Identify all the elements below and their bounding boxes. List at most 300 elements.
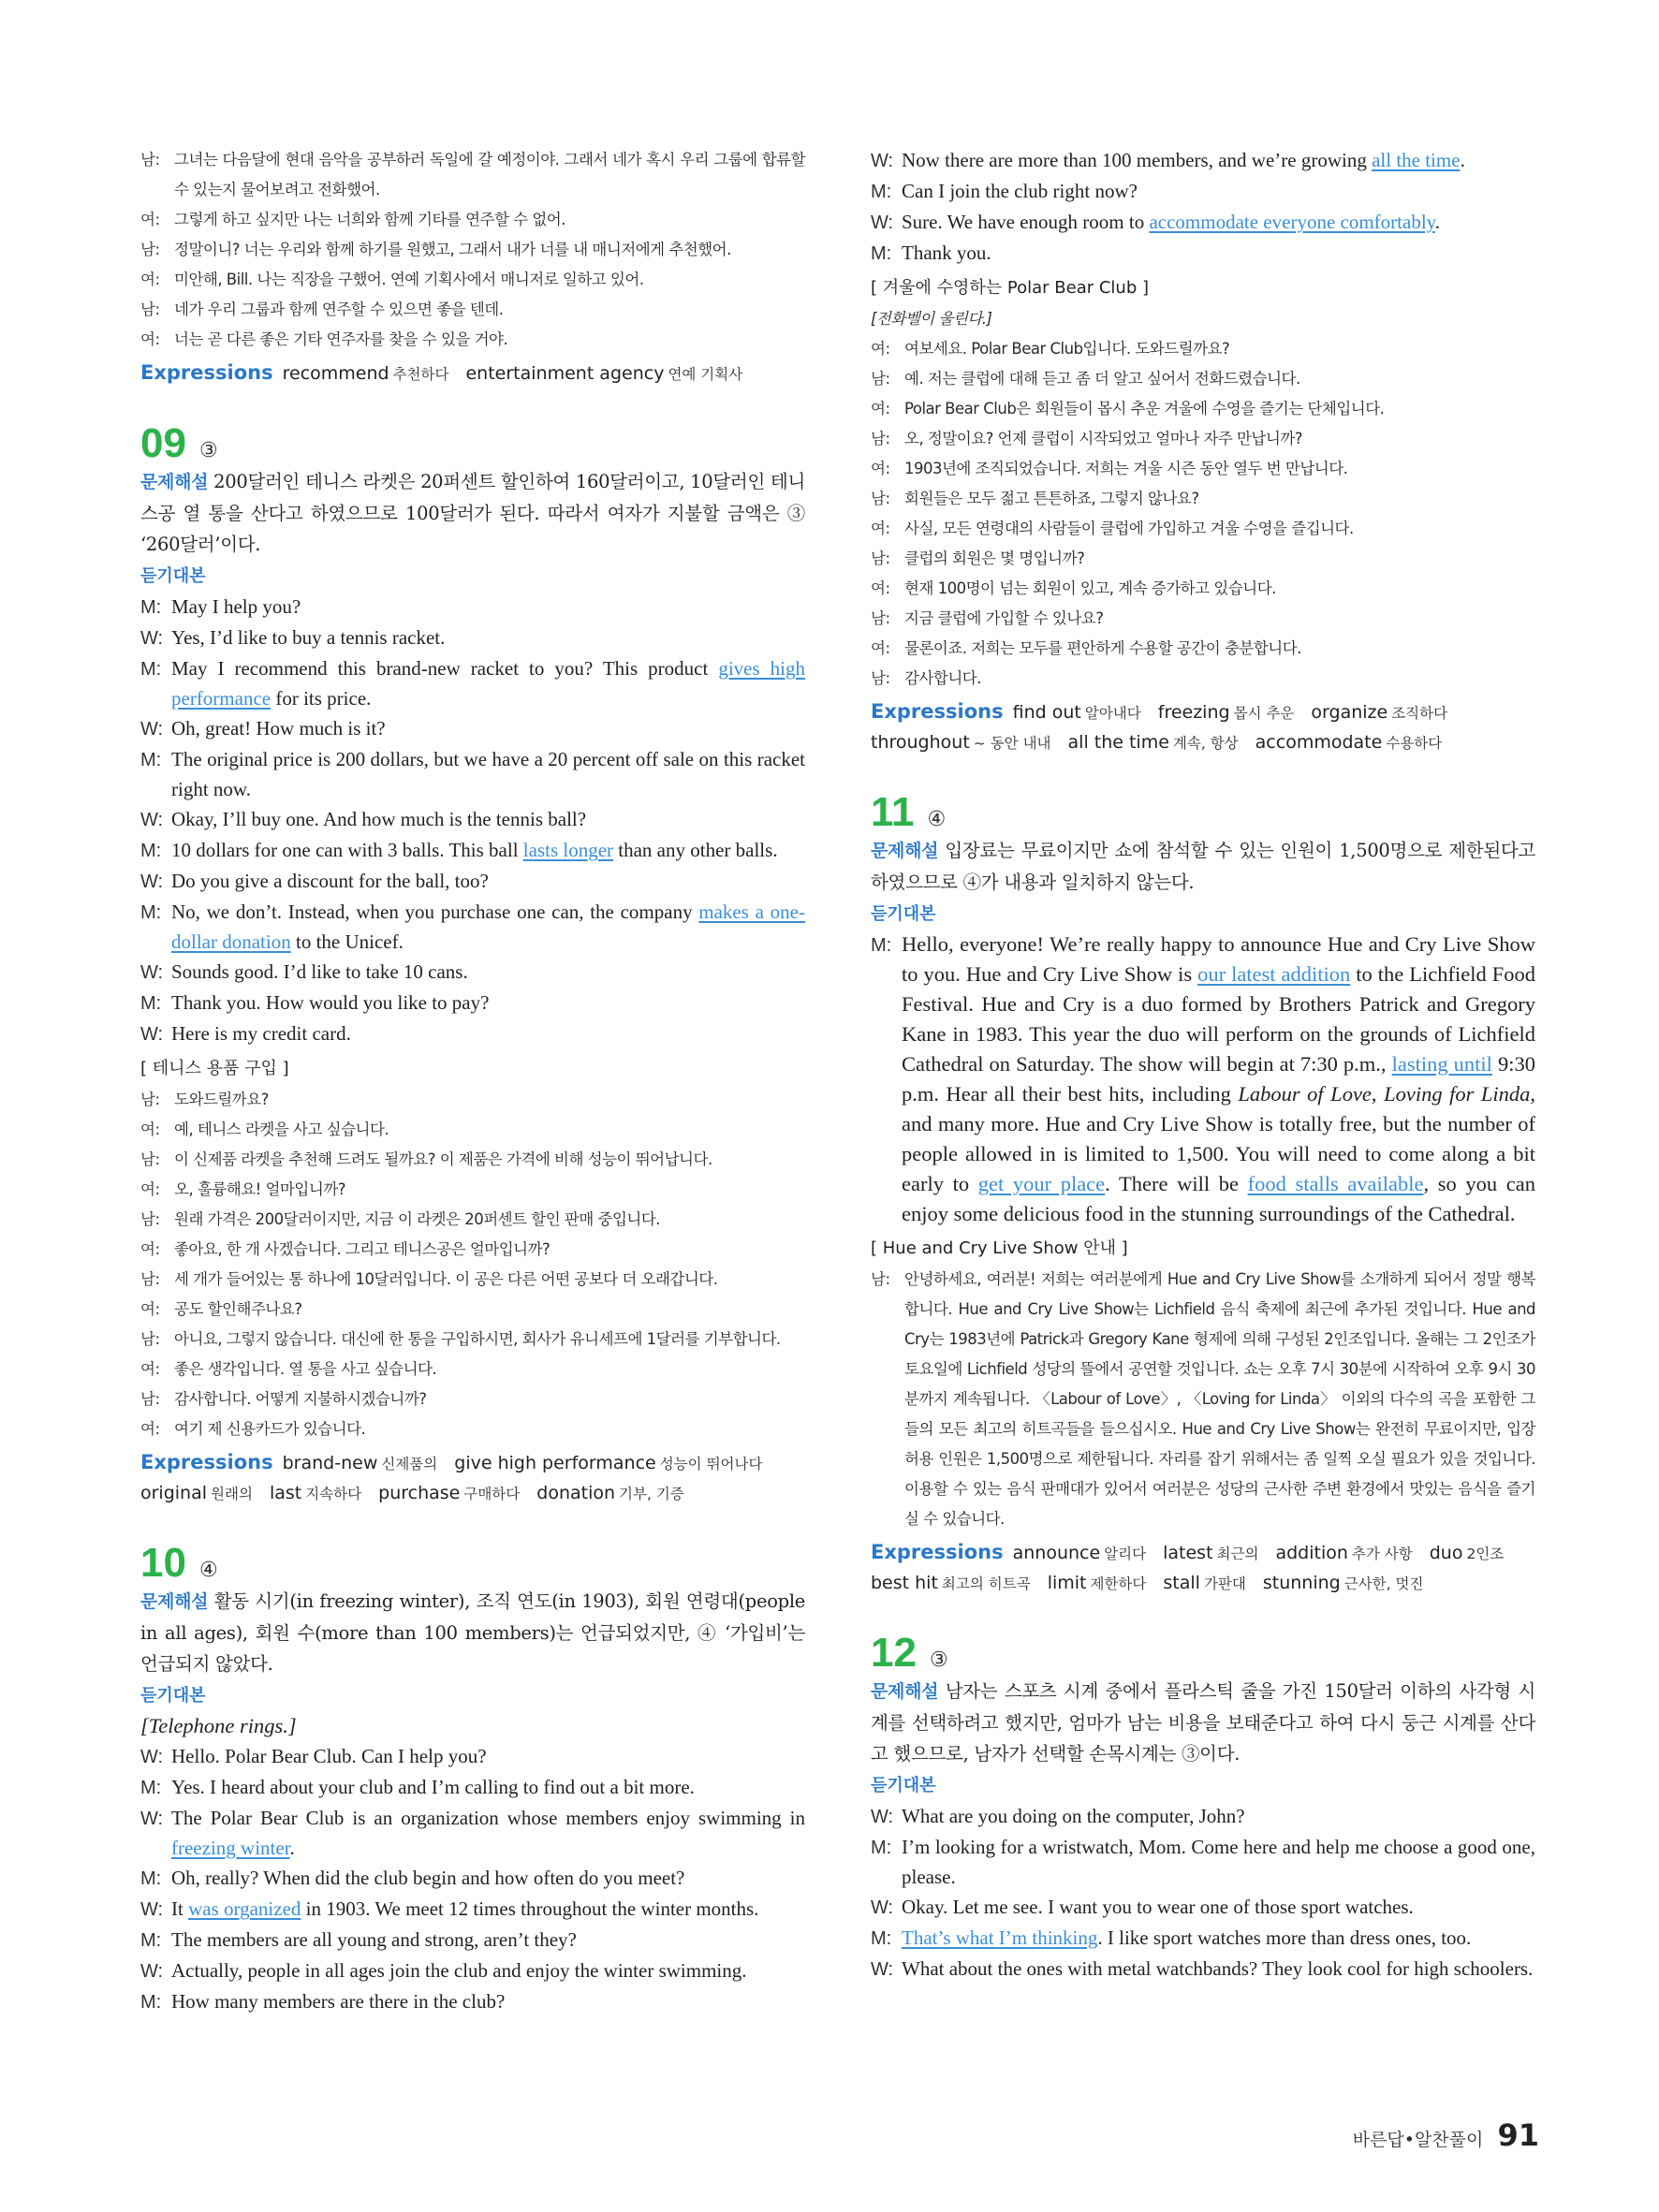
line-text: 그렇게 하고 싶지만 나는 너희와 함께 기타를 연주할 수 없어. <box>174 211 565 228</box>
highlighted-phrase: lasting until <box>1391 1052 1492 1076</box>
script-line <box>140 744 805 804</box>
speaker: W: <box>140 1809 164 1829</box>
expression-meaning: 추가 사항 <box>1351 1545 1413 1562</box>
left-column <box>140 145 805 2017</box>
text-segment: to the Unicef. <box>290 930 404 953</box>
speaker: W: <box>140 628 164 649</box>
q09-translation-title: [ 테니스 용품 구입 ] <box>140 1059 289 1078</box>
line-text: 좋아요, 한 개 사겠습니다. 그리고 테니스공은 얼마입니까? <box>174 1240 551 1258</box>
translation-line <box>140 1355 805 1384</box>
speaker: 남: <box>140 1330 160 1348</box>
text-segment: , and many more. Hue and Cry Live Show is totally free, but the number of people allowed in is limited to 1,500. You will need to come along a bit early to <box>902 1082 1535 1195</box>
speaker: M: <box>871 182 892 202</box>
q11-script-text <box>902 930 1535 1229</box>
text-segment: Now there are more than 100 members, and we’re growing <box>902 149 1373 171</box>
q09-header <box>140 421 805 466</box>
q09-answer: ③ <box>198 439 218 462</box>
speaker: 남: <box>140 241 160 258</box>
q10-script-label: 듣기대본 <box>140 1686 206 1706</box>
translation-line <box>871 364 1535 394</box>
line-text: 좋은 생각입니다. 열 통을 사고 싶습니다. <box>174 1360 437 1378</box>
script-line <box>140 1894 805 1925</box>
speaker: M: <box>871 243 892 264</box>
speaker: M: <box>140 1778 162 1798</box>
text-segment: Hello, everyone! We’re really happy to announce Hue and Cry Live Show to you. Hue and Cry Live Show is <box>902 932 1535 986</box>
speaker: W: <box>871 212 894 233</box>
translation-line <box>140 1295 805 1325</box>
speaker: 여: <box>871 460 890 477</box>
speaker: 여: <box>871 639 890 657</box>
speaker: 남: <box>871 490 890 507</box>
translation-line <box>140 1325 805 1355</box>
translation-line <box>140 325 805 355</box>
script-line <box>140 653 805 713</box>
line-text: May I help you? <box>171 595 301 618</box>
expressions-label: Expressions <box>871 700 1004 723</box>
expression-meaning: 몹시 추운 <box>1233 705 1295 722</box>
expressions-label: Expressions <box>140 361 273 384</box>
text-segment: May I recommend this brand-new racket to you? This product <box>171 657 719 680</box>
line-text: 감사합니다. <box>904 669 981 687</box>
speaker: W: <box>871 1807 894 1827</box>
line-text: Oh, great! How much is it? <box>171 717 386 740</box>
line-text: 사실, 모든 연령대의 사람들이 클럽에 가입하고 겨울 수영을 즐깁니다. <box>904 520 1354 537</box>
text-segment: . I like sport watches more than dress ones, too. <box>1097 1926 1472 1949</box>
expression-meaning: 조직하다 <box>1391 705 1448 722</box>
line-text: Yes, I’d like to buy a tennis racket. <box>171 626 446 649</box>
script-line <box>140 866 805 897</box>
line-text: 예, 테니스 라켓을 사고 싶습니다. <box>174 1121 389 1138</box>
script-line <box>871 207 1535 238</box>
q12-script <box>871 1801 1535 1985</box>
q10-expressions <box>871 697 1535 758</box>
expression-meaning: 원래의 <box>211 1486 253 1502</box>
expression-word: limit <box>1047 1573 1087 1593</box>
translation-line <box>140 265 805 295</box>
q09-number: 09 <box>140 420 186 466</box>
speaker: W: <box>140 1024 164 1045</box>
line-text: 원래 가격은 200달러이지만, 지금 이 라켓은 20퍼센트 할인 판매 중입니다. <box>174 1210 661 1228</box>
expression-meaning: 근사한, 멋진 <box>1343 1575 1424 1592</box>
speaker: W: <box>140 962 164 983</box>
speaker: 여: <box>871 340 890 358</box>
speaker: 여: <box>871 400 890 417</box>
translation-line <box>140 295 805 325</box>
expression-word: entertainment agency <box>465 363 665 384</box>
expression-word: all the time <box>1067 732 1169 753</box>
q09-script-label: 듣기대본 <box>140 566 206 586</box>
line-text: I’m looking for a wristwatch, Mom. Come here and help me choose a good one, please. <box>902 1836 1535 1888</box>
expression-word: throughout <box>871 732 970 753</box>
line-text <box>902 145 1535 175</box>
line-text <box>902 207 1535 237</box>
translation-line <box>871 604 1535 634</box>
line-text: 감사합니다. 어떻게 지불하시겠습니까? <box>174 1390 427 1408</box>
text-segment: . There will be <box>1105 1172 1248 1195</box>
speaker: 여: <box>140 1360 160 1378</box>
speaker: W: <box>140 719 164 740</box>
speaker: 여: <box>140 1300 160 1318</box>
q10-stage-direction: [Telephone rings.] <box>140 1714 297 1737</box>
script-line <box>140 835 805 866</box>
text-segment: to the Lichfield Food Festival. Hue and Cry is a duo formed by Brothers Patrick and Gregory Kane in 1983. This year the duo will perform on the grounds of Lichfield Cathedral on Saturday. The show will begin at 7:30 p.m., <box>902 962 1535 1076</box>
text-segment: . <box>1460 149 1465 171</box>
speaker: W: <box>871 151 894 171</box>
speaker: W: <box>871 1959 894 1980</box>
expression-meaning: 2인조 <box>1466 1545 1505 1562</box>
highlighted-phrase: lasts longer <box>522 839 614 861</box>
expression-word: give high performance <box>454 1453 656 1473</box>
speaker: W: <box>871 1897 894 1918</box>
page-footer <box>1353 2117 1539 2153</box>
line-text <box>171 835 805 865</box>
translation-line <box>871 634 1535 664</box>
highlighted-phrase: That’s what I’m thinking <box>902 1926 1098 1949</box>
expression-meaning: 구매하다 <box>463 1486 521 1502</box>
expression-meaning: 알리다 <box>1104 1545 1147 1562</box>
line-text: 현재 100명이 넘는 회원이 있고, 계속 증가하고 있습니다. <box>904 579 1276 597</box>
speaker: W: <box>140 810 164 830</box>
highlighted-phrase: all the time <box>1372 149 1461 171</box>
script-line <box>140 1803 805 1863</box>
line-text: The original price is 200 dollars, but we have a 20 percent off sale on this racket right now. <box>171 748 805 800</box>
translation-line <box>140 205 805 235</box>
text-segment: Sure. We have enough room to <box>902 211 1150 233</box>
q10-explanation-text: 활동 시기(in freezing winter), 조직 연도(in 1903), 회원 연령대(people in all ages), 회원 수(more than 100 members)는 언급되었지만, ④ ‘가입비’는 언급되지 않았다. <box>140 1590 805 1675</box>
q12-header <box>871 1631 1535 1676</box>
script-line <box>140 1925 805 1956</box>
expression-meaning: 최근의 <box>1216 1545 1259 1562</box>
expression-meaning: 성능이 뛰어나다 <box>659 1456 763 1472</box>
expressions-label: Expressions <box>140 1451 273 1473</box>
text-segment: for its price. <box>271 687 372 710</box>
line-text: Can I join the club right now? <box>902 180 1138 202</box>
right-column <box>871 145 1535 1985</box>
speaker: M: <box>140 1930 162 1951</box>
speaker: W: <box>140 872 164 892</box>
highlighted-phrase: was organized <box>188 1897 301 1920</box>
translation-line <box>140 1205 805 1235</box>
line-text: Thank you. <box>902 242 991 264</box>
expression-word: announce <box>1012 1543 1101 1563</box>
script-line <box>140 1741 805 1772</box>
translation-line <box>871 454 1535 484</box>
text-segment: in 1903. We meet 12 times throughout the winter months. <box>301 1897 759 1920</box>
line-text: 미안해, Bill. 나는 직장을 구했어. 연예 기획사에서 매니저로 일하고 있어. <box>174 271 644 288</box>
q12-number: 12 <box>871 1630 917 1676</box>
line-text: Polar Bear Club은 회원들이 몹시 추운 겨울에 수영을 즐기는 단체입니다. <box>904 400 1385 417</box>
text-segment: No, we don’t. Instead, when you purchase one can, the company <box>171 901 699 923</box>
q08-translation <box>140 145 805 355</box>
line-text <box>171 1803 805 1863</box>
q11-explanation-text: 입장료는 무료이지만 쇼에 참석할 수 있는 인원이 1,500명으로 제한된다고 하였으므로 ④가 내용과 일치하지 않는다. <box>871 840 1535 893</box>
speaker: 여: <box>871 579 890 597</box>
translation-line <box>871 664 1535 694</box>
speaker: 남: <box>140 1150 160 1168</box>
line-text: What are you doing on the computer, John? <box>902 1805 1245 1827</box>
expression-meaning: 제한하다 <box>1090 1575 1147 1592</box>
expression-word: freezing <box>1157 702 1230 723</box>
line-text: 여보세요. Polar Bear Club입니다. 도와드릴까요? <box>904 340 1230 358</box>
expression-word: duo <box>1429 1543 1463 1563</box>
q10-translation-stage: [전화벨이 울린다.] <box>871 310 992 328</box>
line-text: Actually, people in all ages join the club and enjoy the winter swimming. <box>171 1959 747 1982</box>
translation-line <box>871 514 1535 544</box>
q12-explanation <box>871 1676 1535 1769</box>
expression-meaning: ~ 동안 내내 <box>973 735 1051 752</box>
line-text: 이 신제품 라켓을 추천해 드려도 될까요? 이 제품은 가격에 비해 성능이 뛰어납니다. <box>174 1150 712 1168</box>
expressions-label: Expressions <box>871 1541 1004 1563</box>
expression-word: addition <box>1275 1543 1348 1563</box>
line-text: 아니요, 그렇지 않습니다. 대신에 한 통을 구입하시면, 회사가 유니세프에 1달러를 기부합니다. <box>174 1330 781 1348</box>
q11-translation-text: 안녕하세요, 여러분! 저희는 여러분에게 Hue and Cry Live Show를 소개하게 되어서 정말 행복합니다. Hue and Cry Live Show는 Lichfield 음식 축제에 최근에 추가된 것입니다. Hue and Cry는 1983년에 Patrick과 Gregory Kane 형제에 의해 구성된 2인조입니다. 올해는 그 2인조가 토요일에 Lichfield 성당의 뜰에서 공연할 것입니다. 쇼는 오후 7시 30분에 시작하여 오후 9시 30분까지 계속됩니다. 〈Labour of Love〉, 〈Loving for Linda〉 이외의 다수의 곡을 포함한 그들의 모든 최고의 히트곡들을 들으십시오. Hue and Cry Live Show는 완전히 무료이지만, 입장 허용 인원은 1,500명으로 제한됩니다. 자리를 잡기 위해서는 좀 일찍 오실 필요가 있을 것입니다. 이용할 수 있는 음식 판매대가 있어서 여러분은 성당의 근사한 주변 환경에서 맛있는 음식을 즐기실 수 있습니다. <box>904 1270 1535 1528</box>
translation-line <box>871 574 1535 604</box>
expression-word: accommodate <box>1255 732 1383 753</box>
line-text: 회원들은 모두 젊고 튼튼하죠, 그렇지 않나요? <box>904 490 1199 507</box>
q11-script-label: 듣기대본 <box>871 904 936 924</box>
script-line <box>871 1832 1535 1892</box>
q09-script <box>140 592 805 1049</box>
highlighted-phrase: makes a one-dollar donation <box>171 901 805 953</box>
expression-meaning: 기부, 기증 <box>619 1486 684 1502</box>
expression-meaning: 알아내다 <box>1084 705 1141 722</box>
q11-expressions <box>871 1538 1535 1599</box>
speaker: M: <box>140 993 162 1014</box>
expression-meaning: 지속하다 <box>305 1486 362 1502</box>
q10-translation <box>871 334 1535 694</box>
speaker: W: <box>140 1899 164 1920</box>
highlighted-phrase: accommodate everyone comfortably <box>1149 211 1435 233</box>
translation-line <box>140 1414 805 1444</box>
line-text: 정말이니? 너는 우리와 함께 하기를 원했고, 그래서 내가 너를 내 매니저에게 추천했어. <box>174 241 731 258</box>
script-line <box>140 1772 805 1803</box>
speaker: 남: <box>140 151 160 168</box>
expression-word: best hit <box>871 1573 938 1593</box>
q11-script <box>871 930 1535 1229</box>
speaker: 여: <box>140 1420 160 1438</box>
speaker: 남: <box>871 549 890 567</box>
line-text <box>171 653 805 713</box>
line-text: 공도 할인해주나요? <box>174 1300 302 1318</box>
text-segment: than any other balls. <box>613 839 778 861</box>
song-title: Labour of Love <box>1238 1082 1372 1106</box>
expression-word: find out <box>1012 702 1081 723</box>
q12-explanation-label: 문제해설 <box>871 1681 939 1702</box>
translation-line <box>140 1265 805 1295</box>
script-line <box>140 957 805 988</box>
line-text: 물론이죠. 저희는 모두를 편안하게 수용할 공간이 충분합니다. <box>904 639 1301 657</box>
q12-answer: ③ <box>929 1648 948 1672</box>
q11-header <box>871 790 1535 835</box>
speaker: 남: <box>871 609 890 627</box>
text-segment: . <box>289 1837 295 1859</box>
line-text: Sounds good. I’d like to take 10 cans. <box>171 960 468 983</box>
q11-translation-title: [ Hue and Cry Live Show 안내 ] <box>871 1238 1128 1258</box>
page-number: 91 <box>1497 2117 1539 2153</box>
line-text: Oh, really? When did the club begin and how often do you meet? <box>171 1867 685 1889</box>
speaker: M: <box>140 841 162 861</box>
line-text: Yes. I heard about your club and I’m calling to find out a bit more. <box>171 1776 695 1798</box>
script-line <box>871 176 1535 207</box>
line-text: 예. 저는 클럽에 대해 듣고 좀 더 알고 싶어서 전화드렸습니다. <box>904 370 1300 388</box>
line-text: 여기 제 신용카드가 있습니다. <box>174 1420 366 1438</box>
speaker: 남: <box>140 1270 160 1288</box>
speaker: M: <box>871 1838 892 1858</box>
script-line <box>140 713 805 744</box>
line-text: Hello. Polar Bear Club. Can I help you? <box>171 1745 487 1767</box>
expression-word: purchase <box>378 1483 461 1503</box>
speaker: 여: <box>140 1180 160 1198</box>
script-line <box>140 592 805 623</box>
q11-explanation <box>871 835 1535 898</box>
line-text: Here is my credit card. <box>171 1022 351 1045</box>
q09-explanation-label: 문제해설 <box>140 472 209 492</box>
q10-answer: ④ <box>198 1559 218 1582</box>
translation-line <box>140 1145 805 1175</box>
text-segment: 10 dollars for one can with 3 balls. This ball <box>171 839 523 861</box>
line-text: 네가 우리 그룹과 함께 연주할 수 있으면 좋을 텐데. <box>174 300 504 318</box>
script-line <box>140 1018 805 1049</box>
translation-line <box>871 424 1535 454</box>
speaker: 남: <box>140 300 160 318</box>
q09-explanation-text: 200달러인 테니스 라켓은 20퍼센트 할인하여 160달러이고, 10달러인 테니스공 열 통을 산다고 하였으므로 100달러가 된다. 따라서 여자가 지불할 금액은 ③ ‘260달러’이다. <box>140 471 805 555</box>
translation-line <box>140 1115 805 1145</box>
q12-explanation-text: 남자는 스포츠 시계 중에서 플라스틱 줄을 가진 150달러 이하의 사각형 시계를 선택하려고 했지만, 엄마가 남는 비용을 보태준다고 하여 다시 둥근 시계를 산다고 했으므로, 남자가 선택할 손목시계는 ③이다. <box>871 1680 1535 1765</box>
script-line <box>140 988 805 1018</box>
highlighted-phrase: get your place <box>977 1172 1106 1195</box>
expression-meaning: 수용하다 <box>1386 735 1443 752</box>
translation-line <box>140 1384 805 1414</box>
speaker: W: <box>140 1747 164 1767</box>
expression-word: latest <box>1163 1543 1213 1563</box>
q11-speaker: M: <box>871 935 892 956</box>
translation-line <box>140 1085 805 1115</box>
text-segment: The Polar Bear Club is an organization whose members enjoy swimming in <box>171 1807 805 1829</box>
q09-translation <box>140 1085 805 1444</box>
q11-explanation-label: 문제해설 <box>871 841 939 861</box>
text-segment: , so you can enjoy some delicious food in the stunning surroundings of the Cathedral. <box>902 1172 1536 1225</box>
expression-word: stall <box>1163 1573 1200 1593</box>
line-text: How many members are there in the club? <box>171 1990 506 2013</box>
speaker: M: <box>140 659 162 680</box>
expression-meaning: 연예 기획사 <box>668 366 743 383</box>
script-line <box>140 1956 805 1986</box>
line-text: 세 개가 들어있는 통 하나에 10달러입니다. 이 공은 다른 어떤 공보다 더 오래갑니다. <box>174 1270 718 1288</box>
text-segment: . <box>1434 211 1441 233</box>
script-line <box>140 1863 805 1894</box>
q09-explanation <box>140 466 805 560</box>
script-line <box>871 1954 1535 1985</box>
speaker: M: <box>871 1928 892 1949</box>
script-line <box>140 1986 805 2017</box>
q12-script-label: 듣기대본 <box>871 1776 936 1795</box>
text-segment: It <box>171 1897 189 1920</box>
speaker: M: <box>140 597 162 618</box>
speaker: 여: <box>140 1121 160 1138</box>
script-line <box>140 623 805 653</box>
line-text: 클럽의 회원은 몇 명입니까? <box>904 549 1085 567</box>
line-text: What about the ones with metal watchbands? They look cool for high schoolers. <box>902 1957 1534 1980</box>
translation-line <box>871 484 1535 514</box>
script-line <box>871 1801 1535 1832</box>
speaker: M: <box>140 902 162 923</box>
q10-explanation <box>140 1586 805 1679</box>
expression-word: donation <box>536 1483 616 1503</box>
speaker: M: <box>140 1868 162 1889</box>
q10-translation-title: [ 겨울에 수영하는 Polar Bear Club ] <box>871 278 1150 298</box>
script-line <box>140 804 805 835</box>
expression-word: last <box>269 1483 302 1503</box>
translation-line <box>140 1175 805 1205</box>
line-text <box>171 1894 805 1924</box>
speaker: 남: <box>140 1210 160 1228</box>
translation-line <box>140 1235 805 1265</box>
highlighted-phrase: gives high performance <box>171 657 805 710</box>
line-text: Okay. Let me see. I want you to wear one of those sport watches. <box>902 1896 1414 1918</box>
speaker: 여: <box>140 211 160 228</box>
expression-meaning: 추천하다 <box>392 366 449 383</box>
text-segment: 9:30 p.m. Hear all their best hits, including <box>902 1052 1535 1106</box>
translation-line <box>871 544 1535 574</box>
line-text: The members are all young and strong, aren’t they? <box>171 1928 577 1951</box>
q10-script <box>140 1741 805 2017</box>
song-title: Loving for Linda <box>1384 1082 1531 1106</box>
highlighted-phrase: food stalls available <box>1247 1172 1424 1195</box>
highlighted-phrase: our latest addition <box>1197 962 1351 986</box>
speaker: 남: <box>871 430 890 447</box>
expression-meaning: 가판대 <box>1203 1575 1246 1592</box>
speaker: 여: <box>140 271 160 288</box>
line-text: Do you give a discount for the ball, too? <box>171 870 489 892</box>
footer-title: 바른답•알찬풀이 <box>1352 2130 1484 2150</box>
q11-answer: ④ <box>927 808 947 831</box>
translation-line <box>140 235 805 265</box>
speaker: 여: <box>140 330 160 348</box>
script-line <box>140 897 805 957</box>
speaker: 여: <box>140 1240 160 1258</box>
speaker: 남: <box>871 370 890 388</box>
script-line <box>871 1892 1535 1923</box>
expression-word: brand-new <box>282 1453 378 1473</box>
line-text: 1903년에 조직되었습니다. 저희는 겨울 시즌 동안 열두 번 만납니다. <box>904 460 1348 477</box>
expression-meaning: 최고의 히트곡 <box>941 1575 1031 1592</box>
q11-translation-speaker: 남: <box>871 1270 890 1288</box>
speaker: M: <box>140 1992 162 2013</box>
translation-line <box>871 394 1535 424</box>
q10-number: 10 <box>140 1540 186 1586</box>
q10-script-continued <box>871 145 1535 269</box>
expression-word: original <box>140 1483 208 1503</box>
translation-line <box>140 145 805 205</box>
line-text: 오, 훌륭해요! 얼마입니까? <box>174 1180 345 1198</box>
speaker: 남: <box>871 669 890 687</box>
speaker: 남: <box>140 1091 160 1108</box>
line-text: 도와드릴까요? <box>174 1091 269 1108</box>
q10-header <box>140 1541 805 1586</box>
line-text: 너는 곧 다른 좋은 기타 연주자를 찾을 수 있을 거야. <box>174 330 508 348</box>
text-segment: , <box>1371 1082 1385 1106</box>
expression-word: recommend <box>282 363 389 384</box>
speaker: M: <box>140 750 162 770</box>
line-text: Okay, I’ll buy one. And how much is the tennis ball? <box>171 808 587 830</box>
line-text: 그녀는 다음달에 현대 음악을 공부하러 독일에 갈 예정이야. 그래서 네가 혹시 우리 그룹에 합류할 수 있는지 물어보려고 전화했어. <box>174 151 805 198</box>
line-text <box>171 897 805 957</box>
highlighted-phrase: freezing winter <box>171 1837 290 1859</box>
speaker: 여: <box>871 520 890 537</box>
expression-word: stunning <box>1262 1573 1341 1593</box>
script-line <box>871 238 1535 269</box>
q11-number: 11 <box>871 789 915 835</box>
